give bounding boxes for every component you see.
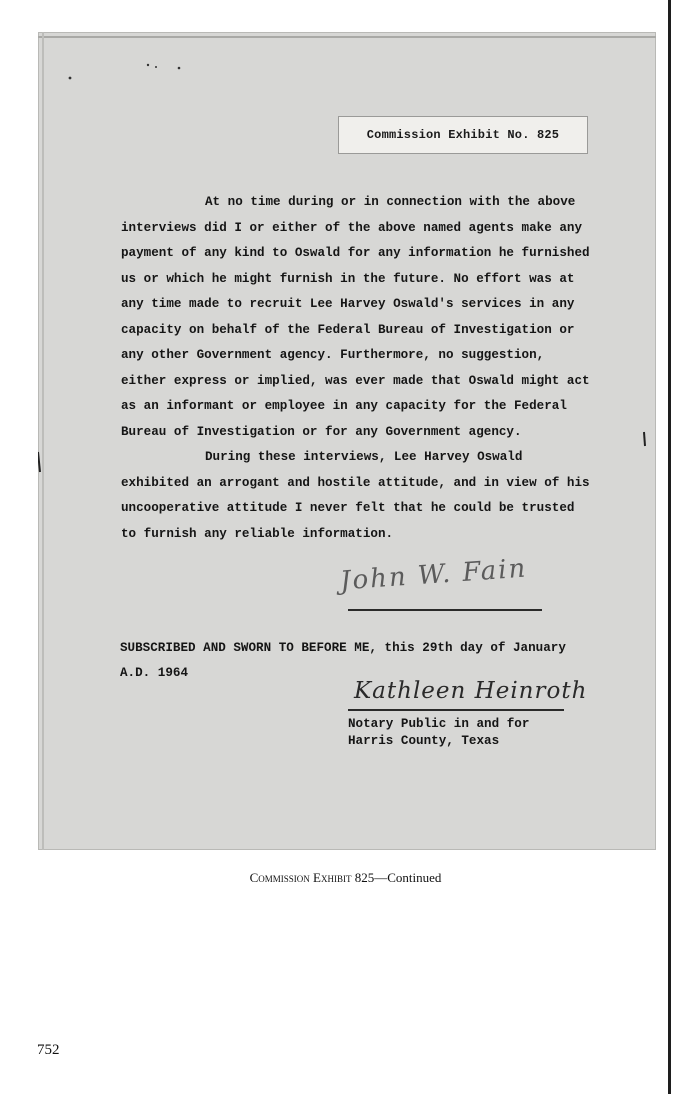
caption-prefix: Commission Exhibit (249, 870, 352, 885)
page-number: 752 (37, 1042, 60, 1058)
paper-specks (38, 32, 656, 850)
caption-suffix: 825—Continued (354, 870, 442, 885)
notary-title-line: Harris County, Texas (348, 734, 500, 748)
notary-title-line: Notary Public in and for (348, 717, 530, 731)
subscribed-statement: SUBSCRIBED AND SWORN TO BEFORE ME, this 29th day of January A.D. 1964 (120, 641, 566, 680)
exhibit-photo (38, 32, 656, 850)
exhibit-stamp-label: Commission Exhibit No. 825 (366, 128, 560, 142)
letter-paragraph: During these interviews, Lee Harvey Oswald exhibited an arrogant and hostile attitude, and in view of his uncooperative attitude I never felt that he could be trusted to furnish any reliable information. (121, 450, 590, 541)
notary-signature: Kathleen Heinroth (354, 678, 588, 704)
letter-paragraph: At no time during or in connection with the above interviews did I or either of the above named agents make any payment of any kind to Oswald for any information he furnished us or which he might furnish in the future. No effort was at any time made to recruit Lee Harvey Oswald's services in any capacity on behalf of the Federal Bureau of Investigation or any other Government agency. Furthermore, no suggestion, either express or implied, was ever made that Oswald might act as an informant or employee in any capacity for the Federal Bureau of Investigation or for any Government agency. (121, 195, 590, 439)
page-edge-rule (668, 0, 671, 1094)
exhibit-caption (0, 870, 691, 886)
agent-signature: John W. Fain (339, 553, 529, 597)
